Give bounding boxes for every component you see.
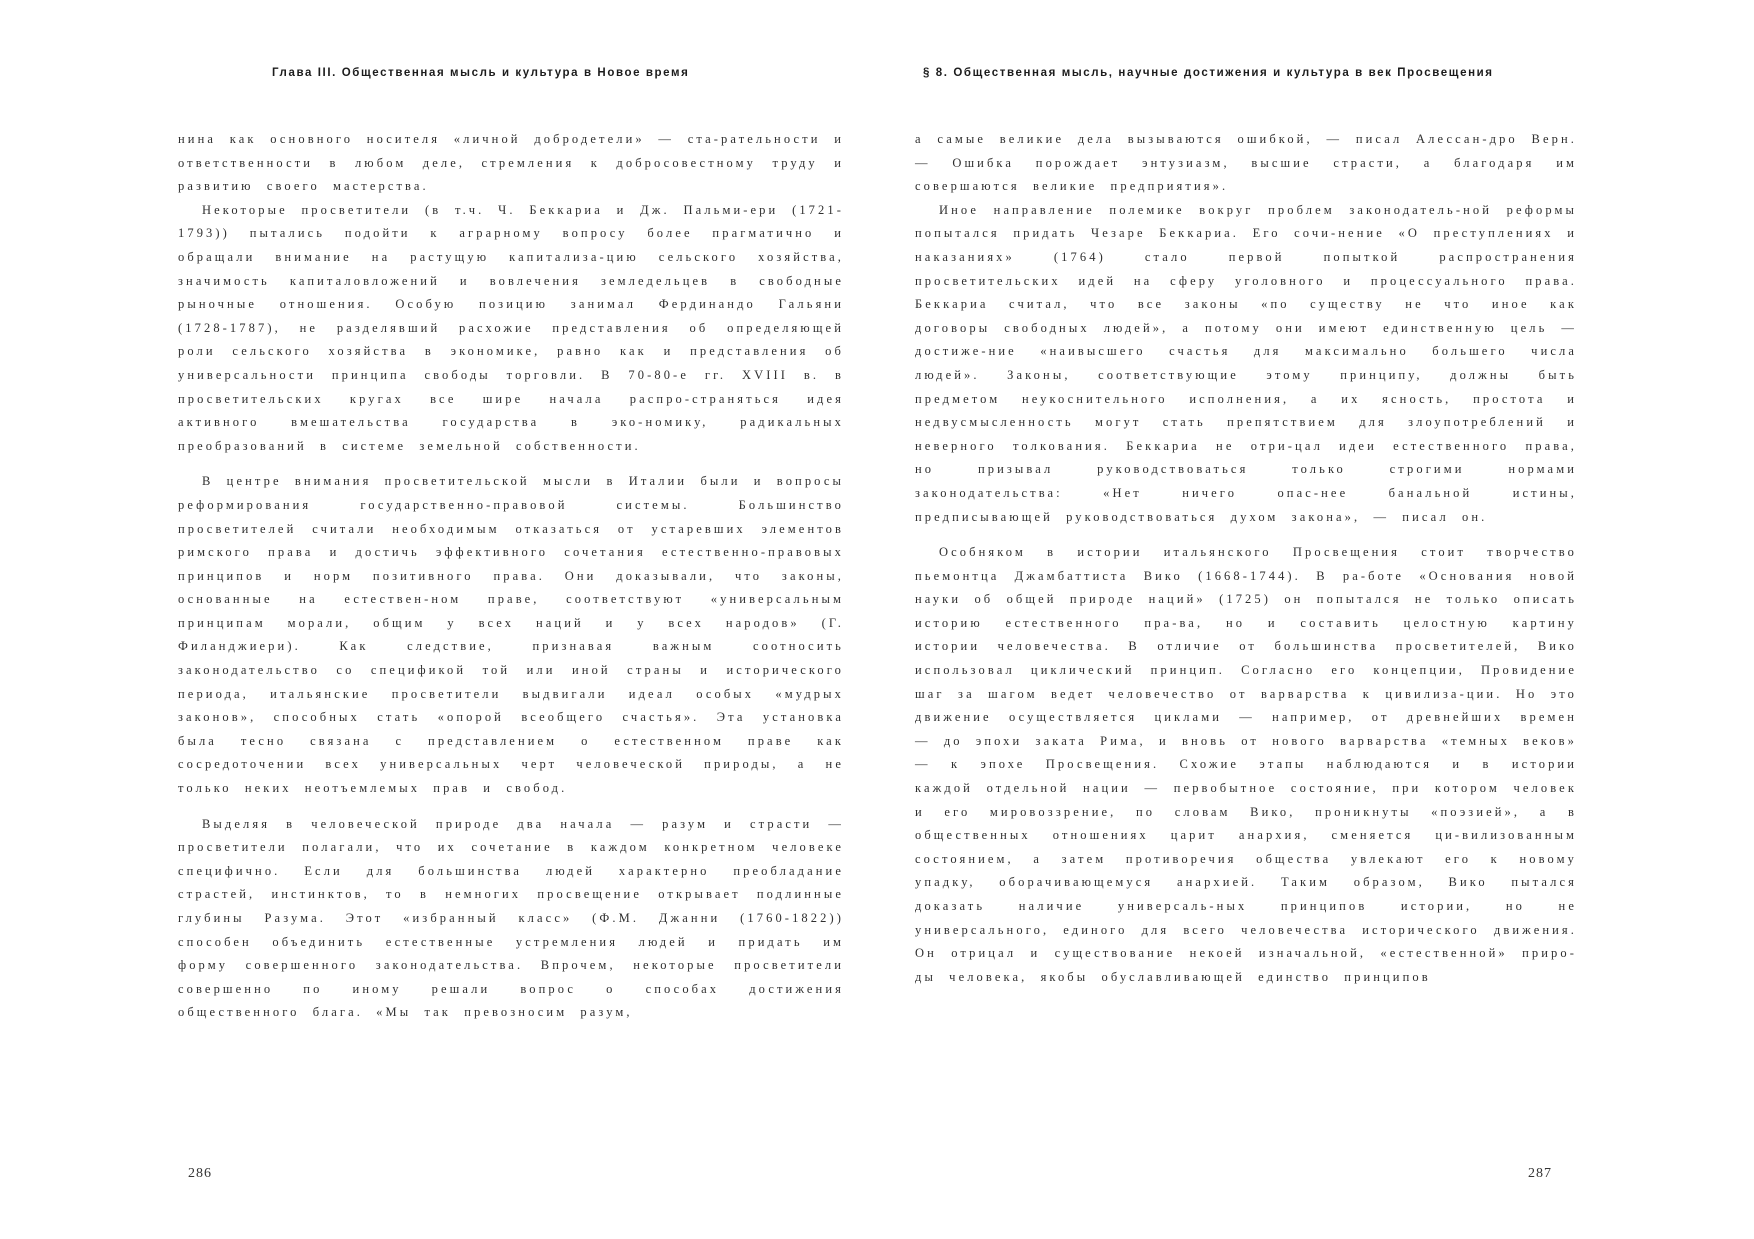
paragraph: нина как основного носителя «личной добродетели» — ста-рательности и ответственности в любом деле, стремления к добросовестному труду и развитию своего мастерства.: [178, 132, 844, 194]
page-number-right: 287: [1528, 1166, 1552, 1181]
paragraph: Некоторые просветители (в т.ч. Ч. Беккариа и Дж. Пальми-ери (1721-1793)) пытались подойти к аграрному вопросу более прагматично и обращали внимание на растущую капитализа-цию сельского хозяйства, значимость капиталовложений и вовлечения земледельцев в свободные рыночные отношения. Особую позицию занимал Фердинандо Гальяни (1728-1787), не разделявший расхожие представления об определяющей роли сельского хозяйства в экономике, равно как и представления об универсальности принципа свободы торговли. В 70-80-е гг. XVIII в. в просветительских кругах все шире начала распро-страняться идея активного вмешательства государства в эко-номику, радикальных преобразований в системе земельной собственности.: [178, 202, 844, 453]
paragraph: Особняком в истории итальянского Просвещения стоит творчество пьемонтца Джамбаттиста Вико (1668-1744). В ра-боте «Основания новой науки об общей природе наций» (1725) он попытался не только описать историю естественного пра-ва, но и составить целостную картину истории человечества. В отличие от большинства просветителей, Вико использовал циклический принцип. Согласно его концепции, Провидение шаг за шагом ведет человечество от варварства к цивилиза-ции. Но это движение осуществляется циклами — например, от древнейших времен — до эпохи заката Рима, и вновь от нового варварства «темных веков» — к эпохе Просвещения. Схожие этапы наблюдаются и в истории каждой отдельной нации — первобытное состояние, при котором человек и его мировоззрение, по словам Вико, проникнуты «поэзией», а в общественных отношениях царит анархия, сменяется ци-вилизованным состоянием, а затем противоречия общества увлекают его к новому упадку, оборачивающемуся анархией. Таким образом, Вико пытался доказать наличие универсаль-ных принципов истории, но не универсального, единого для всего человечества исторического движения. Он отрицал и существование некоей изначальной, «естественной» приро-ды человека, якобы обуславливающей единство принципов: [915, 545, 1577, 984]
paragraph: В центре внимания просветительской мысли в Италии были и вопросы реформирования государственно-правовой системы. Большинство просветителей считали необходимым отказаться от устаревших элементов римского права и достичь эффективного сочетания естественно-правовых принципов и норм позитивного права. Они доказывали, что законы, основанные на естествен-ном праве, соответствуют «универсальным принципам морали, общим у всех наций и у всех народов» (Г. Филанджиери). Как следствие, признавая важным соотносить законодательство со спецификой той или иной страны и исторического периода, итальянские просветители выдвигали идеал особых «мудрых законов», способных стать «опорой всеобщего счастья». Эта установка была тесно связана с представлением о естественном праве как сосредоточении всех универсальных черт человеческой природы, а не только неких неотъемлемых прав и свобод.: [178, 474, 844, 796]
right-body-text: [915, 128, 1577, 989]
paragraph: а самые великие дела вызываются ошибкой, — писал Алессан-дро Верн. — Ошибка порождает энтузиазм, высшие страсти, а благодаря им совершаются великие предприятия».: [915, 132, 1577, 194]
page-number-left: 286: [188, 1166, 212, 1181]
left-body-text: [178, 128, 844, 1025]
paragraph: Выделяя в человеческой природе два начала — разум и страсти — просветители полагали, что их сочетание в каждом конкретном человеке специфично. Если для большинства людей характерно преобладание страстей, инстинктов, то в немногих просвещение открывает подлинные глубины Разума. Этот «избранный класс» (Ф.М. Джанни (1760-1822)) способен объединить естественные устремления людей и придать им форму совершенного законодательства. Впрочем, некоторые просветители совершенно по иному решали вопрос о способах достижения общественного блага. «Мы так превозносим разум,: [178, 816, 844, 1020]
running-head-right: § 8. Общественная мысль, научные достижения и культура в век Просвещения: [923, 67, 1494, 79]
right-page: [877, 0, 1754, 1239]
running-head-left: Глава III. Общественная мысль и культура в Новое время: [272, 67, 690, 79]
paragraph: Иное направление полемике вокруг проблем законодатель-ной реформы попытался придать Чезаре Беккариа. Его сочи-нение «О преступлениях и наказаниях» (1764) стало первой попыткой распространения просветительских идей на сферу уголовного и процессуального права. Беккариа считал, что все законы «по существу не что иное как договоры свободных людей», а потому они имеют единственную цель — достиже-ние «наивысшего счастья для максимально большего числа людей». Законы, соответствующие этому принципу, должны быть предметом неукоснительного исполнения, а их ясность, простота и недвусмысленность могут стать препятствием для злоупотреблений и неверного толкования. Беккариа не отри-цал идеи естественного права, но призывал руководствоваться только строгими нормами законодательства: «Нет ничего опас-нее банальной истины, предписывающей руководствоваться духом закона», — писал он.: [915, 202, 1577, 524]
